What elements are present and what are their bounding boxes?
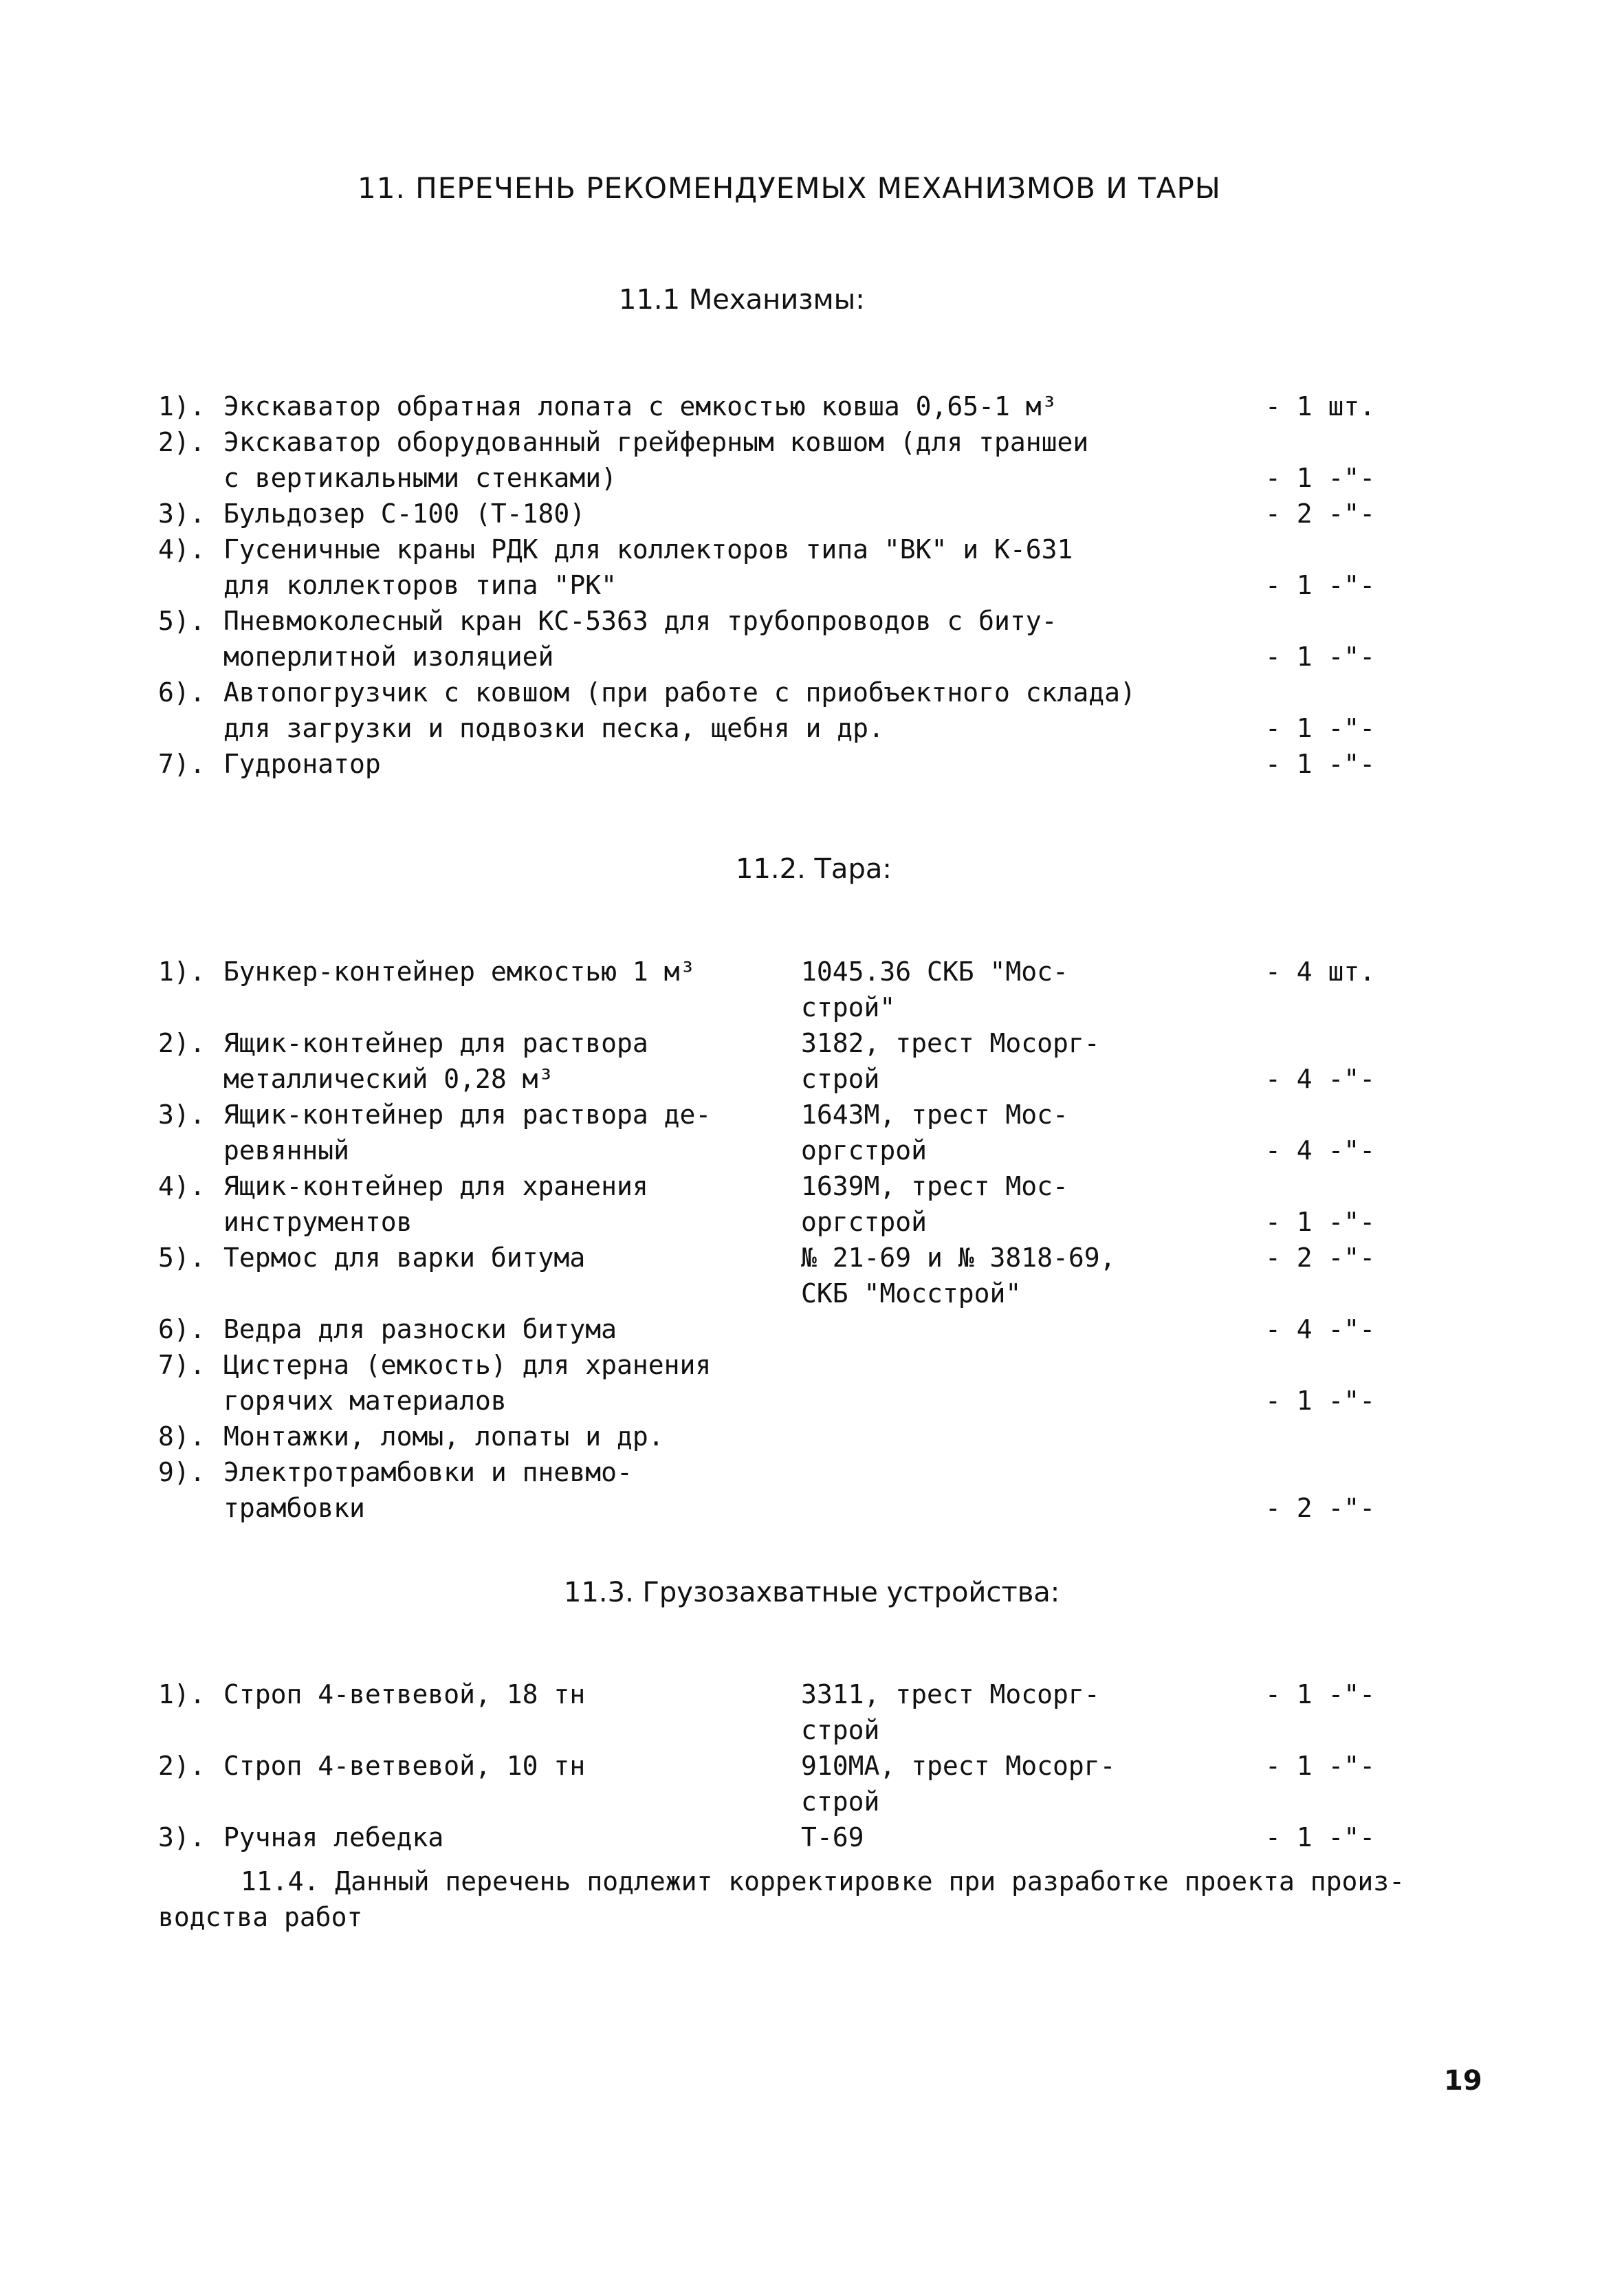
- note-line: водства работ: [158, 1902, 363, 1932]
- reference-line: № 21-69 и № 3818-69,: [801, 1243, 1116, 1273]
- item-description: [223, 954, 695, 990]
- item-number: 7).: [158, 1350, 206, 1380]
- description-line: Гудронатор: [223, 749, 381, 779]
- item-number: 1).: [158, 391, 206, 422]
- description-line: Ручная лебедка: [223, 1822, 444, 1852]
- item-quantity: - 1 -"-: [1265, 1751, 1376, 1781]
- description-line: Ведра для разноски битума: [223, 1314, 617, 1344]
- item-number: 3).: [158, 499, 206, 529]
- item-description: [223, 1168, 648, 1240]
- note-paragraph: [158, 1863, 1506, 1935]
- reference-line: 3182, трест Мосорг-: [801, 1028, 1100, 1058]
- item-description: [223, 1819, 443, 1855]
- reference-line: строй: [801, 1064, 880, 1094]
- item-number: 9).: [158, 1457, 206, 1487]
- reference-line: 1643М, трест Мос-: [801, 1100, 1068, 1130]
- item-number: 6).: [158, 1314, 206, 1344]
- reference-line: 1045.36 СКБ "Мос-: [801, 956, 1068, 987]
- description-line: Бульдозер С-100 (Т-180): [223, 499, 586, 529]
- item-reference: [801, 1025, 1100, 1097]
- page-number: 19: [1444, 2065, 1482, 2097]
- item-quantity: - 4 шт.: [1265, 956, 1376, 987]
- reference-line: строй": [801, 992, 896, 1023]
- item-description: [223, 389, 1057, 424]
- description-line: Автопогрузчик с ковшом (при работе с приобъектного склада): [223, 677, 1136, 708]
- item-description: [223, 746, 381, 782]
- description-line: горячих материалов: [223, 1386, 507, 1416]
- item-number: 3).: [158, 1100, 206, 1130]
- description-line: Строп 4-ветвевой, 10 тн: [223, 1751, 586, 1781]
- item-description: [223, 424, 1088, 496]
- description-line: моперлитной изоляцией: [223, 642, 554, 672]
- item-quantity: - 2 -"-: [1265, 499, 1376, 529]
- item-description: [223, 1419, 664, 1454]
- section-heading-mechanisms: 11.1 Механизмы:: [619, 284, 865, 316]
- item-number: 2).: [158, 1751, 206, 1781]
- page-title: 11. ПЕРЕЧЕНЬ РЕКОМЕНДУЕМЫХ МЕХАНИЗМОВ И ТАРЫ: [358, 171, 1221, 205]
- item-number: 6).: [158, 677, 206, 708]
- item-quantity: - 4 -"-: [1265, 1314, 1376, 1344]
- item-number: 7).: [158, 749, 206, 779]
- item-description: [223, 1347, 711, 1419]
- description-line: ревянный: [223, 1135, 350, 1166]
- description-line: Бункер-контейнер емкостью 1 м³: [223, 956, 696, 987]
- item-quantity: - 2 -"-: [1265, 1243, 1376, 1273]
- item-number: 8).: [158, 1421, 206, 1452]
- item-description: [223, 675, 1136, 746]
- description-line: металлический 0,28 м³: [223, 1064, 554, 1094]
- item-description: [223, 603, 1057, 675]
- reference-line: строй: [801, 1786, 880, 1817]
- item-quantity: - 1 -"-: [1265, 1207, 1376, 1237]
- item-description: [223, 1025, 648, 1097]
- description-line: Ящик-контейнер для хранения: [223, 1171, 648, 1201]
- description-line: для загрузки и подвозки песка, щебня и др.: [223, 713, 884, 743]
- description-line: инструментов: [223, 1207, 413, 1237]
- item-quantity: - 1 -"-: [1265, 463, 1376, 493]
- description-line: Ящик-контейнер для раствора де-: [223, 1100, 712, 1130]
- description-line: Монтажки, ломы, лопаты и др.: [223, 1421, 664, 1452]
- item-reference: [801, 1240, 1116, 1311]
- item-quantity: - 1 -"-: [1265, 749, 1376, 779]
- item-reference: [801, 1819, 864, 1855]
- description-line: Электротрамбовки и пневмо-: [223, 1457, 633, 1487]
- item-description: [223, 1676, 585, 1712]
- item-quantity: - 1 шт.: [1265, 391, 1376, 422]
- section-heading-containers: 11.2. Тара:: [736, 853, 892, 885]
- description-line: Пневмоколесный кран КС-5363 для трубопроводов с биту-: [223, 606, 1057, 636]
- note-line: 11.4. Данный перечень подлежит корректировке при разработке проекта произ-: [241, 1866, 1405, 1896]
- item-reference: [801, 1168, 1068, 1240]
- description-line: Гусеничные краны РДК для коллекторов типа "ВК" и К-631: [223, 534, 1073, 565]
- item-description: [223, 1311, 617, 1347]
- item-number: 2).: [158, 427, 206, 457]
- reference-line: 910МА, трест Мосорг-: [801, 1751, 1116, 1781]
- item-number: 5).: [158, 606, 206, 636]
- item-description: [223, 1097, 711, 1168]
- item-quantity: - 1 -"-: [1265, 570, 1376, 600]
- description-line: с вертикальными стенками): [223, 463, 617, 493]
- reference-line: оргстрой: [801, 1207, 928, 1237]
- reference-line: 1639М, трест Мос-: [801, 1171, 1068, 1201]
- item-reference: [801, 1097, 1068, 1168]
- item-number: 4).: [158, 1171, 206, 1201]
- item-description: [223, 532, 1073, 603]
- item-number: 5).: [158, 1243, 206, 1273]
- reference-line: Т-69: [801, 1822, 864, 1852]
- item-quantity: - 2 -"-: [1265, 1493, 1376, 1523]
- item-quantity: - 1 -"-: [1265, 713, 1376, 743]
- item-quantity: - 1 -"-: [1265, 1386, 1376, 1416]
- description-line: трамбовки: [223, 1493, 365, 1523]
- item-description: [223, 1748, 585, 1784]
- item-quantity: - 1 -"-: [1265, 1679, 1376, 1709]
- section-heading-lifting: 11.3. Грузозахватные устройства:: [564, 1577, 1060, 1608]
- reference-line: оргстрой: [801, 1135, 928, 1166]
- reference-line: строй: [801, 1715, 880, 1745]
- item-reference: [801, 1748, 1116, 1819]
- item-quantity: - 1 -"-: [1265, 1822, 1376, 1852]
- item-description: [223, 1240, 585, 1276]
- description-line: Термос для варки битума: [223, 1243, 586, 1273]
- description-line: Цистерна (емкость) для хранения: [223, 1350, 712, 1380]
- item-number: 3).: [158, 1822, 206, 1852]
- description-line: Ящик-контейнер для раствора: [223, 1028, 648, 1058]
- item-quantity: - 4 -"-: [1265, 1135, 1376, 1166]
- description-line: Экскаватор обратная лопата с емкостью ковша 0,65-1 м³: [223, 391, 1057, 422]
- item-description: [223, 1454, 633, 1526]
- description-line: Экскаватор оборудованный грейферным ковшом (для траншеи: [223, 427, 1089, 457]
- item-quantity: - 1 -"-: [1265, 642, 1376, 672]
- item-number: 1).: [158, 1679, 206, 1709]
- item-reference: [801, 1676, 1100, 1748]
- item-number: 4).: [158, 534, 206, 565]
- description-line: Строп 4-ветвевой, 18 тн: [223, 1679, 586, 1709]
- item-description: [223, 496, 585, 532]
- reference-line: СКБ "Мосстрой": [801, 1278, 1022, 1309]
- description-line: для коллекторов типа "РК": [223, 570, 617, 600]
- item-reference: [801, 954, 1068, 1025]
- item-quantity: - 4 -"-: [1265, 1064, 1376, 1094]
- item-number: 2).: [158, 1028, 206, 1058]
- item-number: 1).: [158, 956, 206, 987]
- reference-line: 3311, трест Мосорг-: [801, 1679, 1100, 1709]
